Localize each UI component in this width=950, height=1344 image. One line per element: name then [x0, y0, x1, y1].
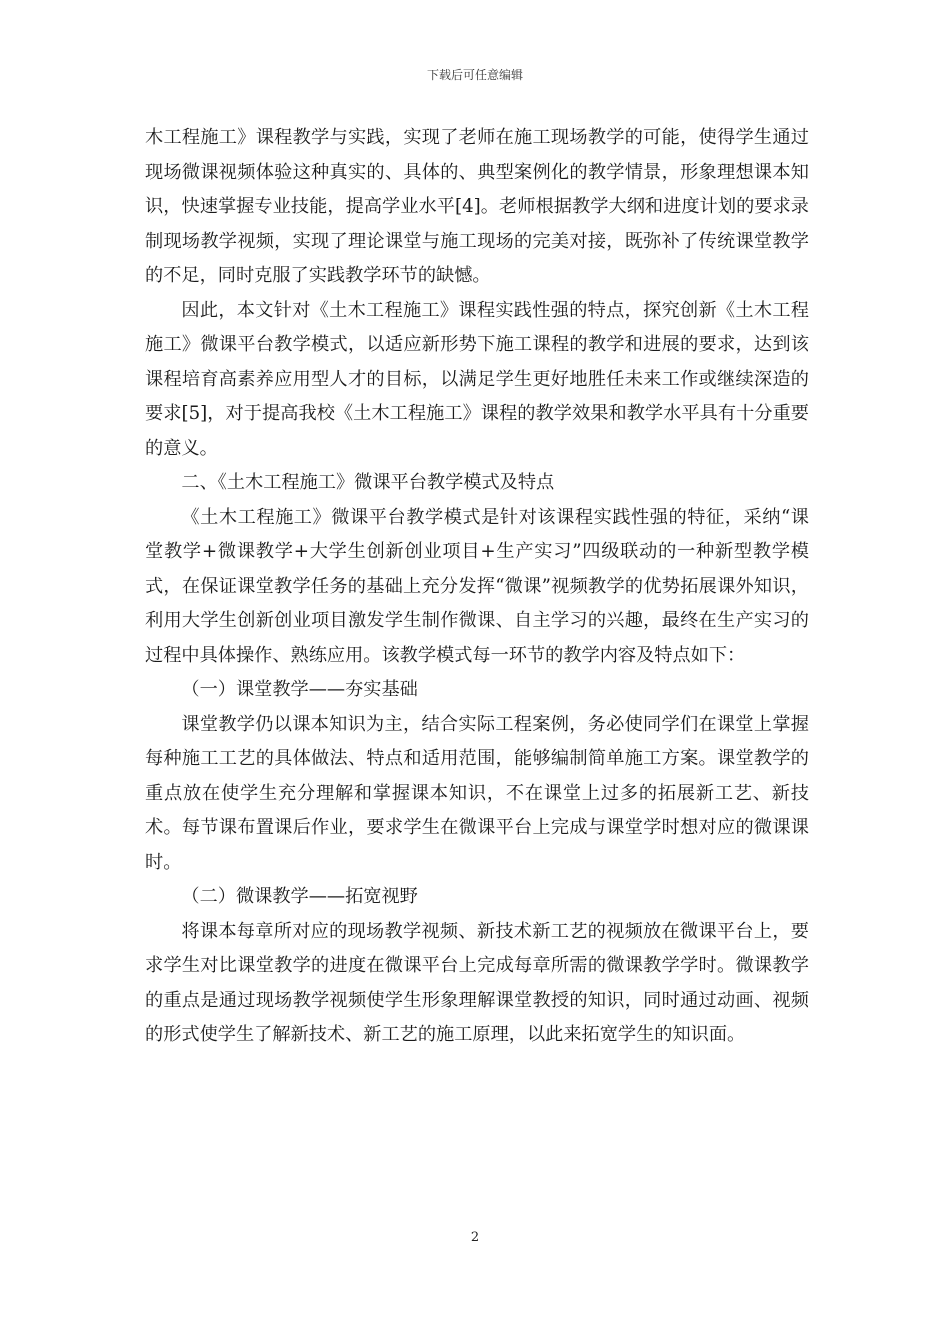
subsection-heading-2: （二）微课教学——拓宽视野: [181, 886, 418, 907]
paragraph-purpose: 因此，本文针对《土木工程施工》课程实践性强的特点，探究创新《土木工程施工》微课平台教学模式，以适应新形势下施工课程的教学和进展的要求，达到该课程培育高素养应用型人才的目标，以满足学生更好地胜任未来工作或继续深造的要求[5]，对于提高我校《土木工程施工》课程的教学效果和教学水平具有十分重要的意义。: [145, 299, 809, 459]
paragraph-classroom-teaching: 课堂教学仍以课本知识为主，结合实际工程案例，务必使同学们在课堂上掌握每种施工工艺的具体做法、特点和适用范围，能够编制简单施工方案。课堂教学的重点放在使学生充分理解和掌握课本知识，不在课堂上过多的拓展新工艺、新技术。每节课布置课后作业，要求学生在微课平台上完成与课堂学时想对应的微课课时。: [145, 713, 809, 873]
subsection-heading-1: （一）课堂教学——夯实基础: [181, 679, 418, 700]
paragraph-microcourse-teaching: 将课本每章所对应的现场教学视频、新技术新工艺的视频放在微课平台上，要求学生对比课堂教学的进度在微课平台上完成每章所需的微课教学学时。微课教学的重点是通过现场教学视频使学生形象理解课堂教授的知识，同时通过动画、视频的形式使学生了解新技术、新工艺的施工原理，以此来拓宽学生的知识面。: [145, 920, 809, 1045]
paragraph-continuation: 木工程施工》课程教学与实践，实现了老师在施工现场教学的可能，使得学生通过现场微课视频体验这种真实的、具体的、典型案例化的教学情景，形象理想课本知识，快速掌握专业技能，提高学业水平[4]。老师根据教学大纲和进度计划的要求录制现场教学视频，实现了理论课堂与施工现场的完美对接，既弥补了传统课堂教学的不足，同时克服了实践教学环节的缺憾。: [145, 127, 809, 286]
document-body: [145, 121, 809, 1053]
page-header: 下载后可任意编辑: [426, 68, 523, 82]
section-heading-2: 二、《土木工程施工》微课平台教学模式及特点: [181, 472, 555, 493]
page-number: 2: [470, 1230, 480, 1245]
paragraph-teaching-model: 《土木工程施工》微课平台教学模式是针对该课程实践性强的特征，采纳“课堂教学+微课教学+大学生创新创业项目+生产实习”四级联动的一种新型教学模式，在保证课堂教学任务的基础上充分发挥“微课”视频教学的优势拓展课外知识，利用大学生创新创业项目激发学生制作微课、自主学习的兴趣，最终在生产实习的过程中具体操作、熟练应用。该教学模式每一环节的教学内容及特点如下：: [145, 506, 809, 666]
